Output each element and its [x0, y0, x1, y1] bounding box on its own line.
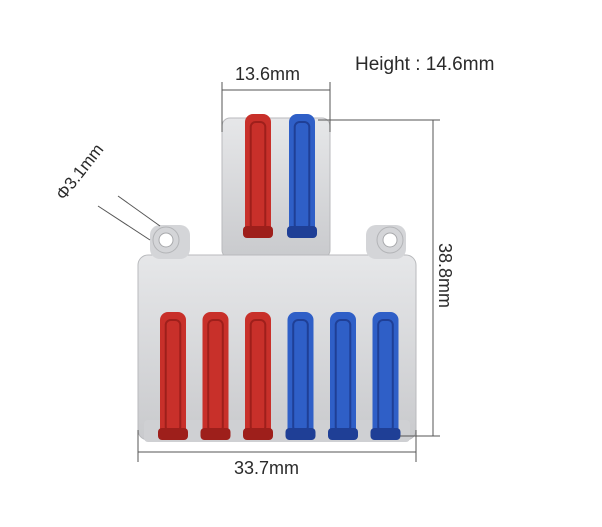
mounting-ear-right: [366, 225, 406, 259]
top-width-label: 13.6mm: [235, 64, 301, 84]
top-lever-red-1[interactable]: [243, 114, 273, 238]
dim-line-hole-b: [118, 196, 160, 226]
bottom-lever-red-2[interactable]: [201, 312, 231, 440]
bottom-lever-blue-6[interactable]: [371, 312, 401, 440]
top-lever-blue-2[interactable]: [287, 114, 317, 238]
side-height-label: 38.8mm: [435, 242, 456, 309]
height-label: Height : 14.6mm: [355, 54, 495, 75]
bottom-lever-blue-4[interactable]: [286, 312, 316, 440]
bottom-lever-red-1[interactable]: [158, 312, 188, 440]
hole-diameter-label: Φ3.1mm: [52, 140, 108, 204]
bottom-lever-red-3[interactable]: [243, 312, 273, 440]
mounting-ear-left: [150, 225, 190, 259]
bottom-width-label: 33.7mm: [234, 458, 300, 478]
bottom-lever-blue-5[interactable]: [328, 312, 358, 440]
dim-line-hole-a: [98, 206, 150, 240]
